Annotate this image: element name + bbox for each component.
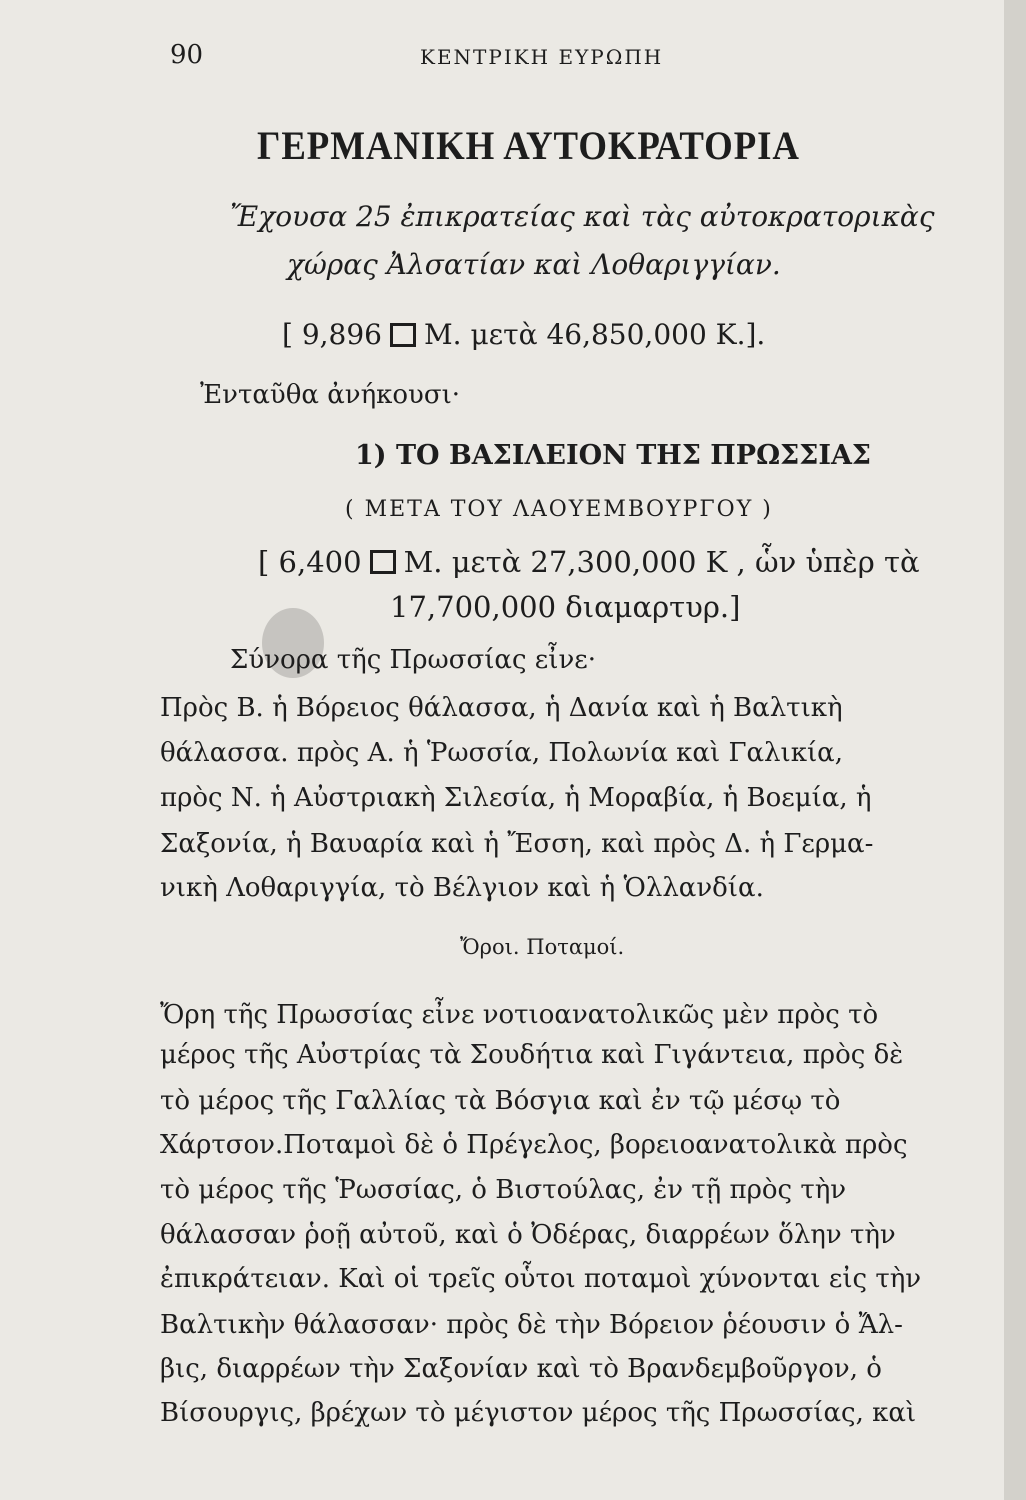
body-line: θάλασσαν ῥοῇ αὐτοῦ, καὶ ὁ Ὀδέρας, διαρρέων ὅλην τὴν (160, 1220, 896, 1250)
area-line-prussia (258, 545, 920, 579)
running-title: ΚΕΝΤΡΙΚΗ ΕΥΡΩΠΗ (420, 45, 664, 69)
square-symbol-icon (370, 550, 396, 574)
body-line: Σαξονία, ἡ Βαυαρία καὶ ἡ Ἔσση, καὶ πρὸς Δ. ἡ Γερμα- (160, 829, 874, 859)
subsection-heading: Ὄροι. Ποταμοί. (460, 935, 625, 959)
body-line: μέρος τῆς Αὐστρίας τὰ Σουδήτια καὶ Γιγάντεια, πρὸς δὲ (160, 1040, 904, 1070)
body-line: Πρὸς Β. ἡ Βόρειος θάλασσα, ἡ Δανία καὶ ἡ Βαλτικὴ (160, 693, 843, 723)
area-line-prussia-2: 17,700,000 διαμαρτυρ.] (390, 590, 741, 624)
body-line: Βαλτικὴν θάλασσαν· πρὸς δὲ τὴν Βόρειον ῥέουσιν ὁ Ἄλ- (160, 1310, 903, 1340)
body-line: Ὄρη τῆς Πρωσσίας εἶνε νοτιοανατολικῶς μὲν πρὸς τὸ (160, 1000, 879, 1030)
section-heading: 1) ΤΟ ΒΑΣΙΛΕΙΟΝ ΤΗΣ ΠΡΩΣΣΙΑΣ (355, 440, 871, 471)
body-line: Χάρτσον.Ποταμοὶ δὲ ὁ Πρέγελος, βορειοανατολικὰ πρὸς (160, 1130, 908, 1160)
area-value: [ 6,400 (258, 545, 362, 579)
body-line: θάλασσα. πρὸς Α. ἡ Ῥωσσία, Πολωνία καὶ Γαλικία, (160, 738, 843, 768)
body-line: πρὸς Ν. ἡ Αὐστριακὴ Σιλεσία, ἡ Μοραβία, ἡ Βοεμία, ἡ (160, 783, 872, 813)
area-population: Μ. μετὰ 27,300,000 Κ , ὧν ὑπὲρ τὰ (403, 545, 920, 579)
body-line: βις, διαρρέων τὴν Σαξονίαν καὶ τὸ Βρανδεμβοῦργον, ὁ (160, 1354, 882, 1384)
page-edge (1004, 0, 1026, 1500)
body-line: Βίσουργις, βρέχων τὸ μέγιστον μέρος τῆς Πρωσσίας, καὶ (160, 1398, 917, 1428)
square-symbol-icon (390, 323, 416, 347)
body-line: τὸ μέρος τῆς Γαλλίας τὰ Βόσγια καὶ ἐν τῷ μέσῳ τὸ (160, 1086, 841, 1116)
page-number: 90 (170, 40, 204, 70)
body-line: Σύνορα τῆς Πρωσσίας εἶνε· (230, 645, 596, 675)
area-value: [ 9,896 (282, 318, 382, 351)
body-line: τὸ μέρος τῆς Ῥωσσίας, ὁ Βιστούλας, ἐν τῇ πρὸς τὴν (160, 1175, 847, 1205)
intro-line-1: Ἔχουσα 25 ἐπικρατείας καὶ τὰς αὐτοκρατορικὰς (230, 200, 935, 233)
chapter-title: ΓΕΡΜΑΝΙΚΗ ΑΥΤΟΚΡΑΤΟΡΙΑ (257, 123, 800, 168)
body-line: νικὴ Λοθαριγγία, τὸ Βέλγιον καὶ ἡ Ὁλλανδία. (160, 873, 764, 903)
area-population: Μ. μετὰ 46,850,000 Κ.]. (423, 318, 766, 351)
intro-line-2: χώρας Ἀλσατίαν καὶ Λοθαριγγίαν. (287, 248, 781, 281)
section-subheading: ( ΜΕΤΑ ΤΟΥ ΛΑΟΥΕΜΒΟΥΡΓΟΥ ) (345, 497, 773, 522)
area-line-empire (282, 318, 765, 351)
belongs-text: Ἐνταῦθα ἀνήκουσι· (200, 380, 461, 410)
body-line: ἐπικράτειαν. Καὶ οἱ τρεῖς οὗτοι ποταμοὶ χύνονται εἰς τὴν (160, 1264, 922, 1294)
